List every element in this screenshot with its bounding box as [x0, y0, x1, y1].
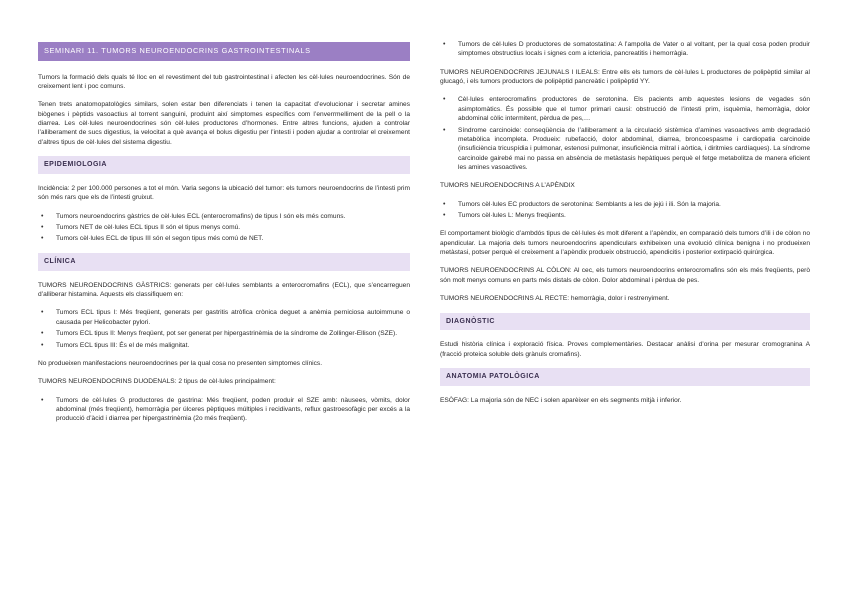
gastrics-intro: TUMORS NEUROENDOCRINS GÀSTRICS: generats per cèl·lules semblants a enterocromafins (ECL), que s’encarreguen d’alliberar histamina. Aquests els classifiquem en: — [38, 281, 410, 299]
intro-paragraph: Tenen trets anatomopatològics similars, solen estar ben diferenciats i tenen la capacitat d’evolucionar i secretar amines biògenes i pèptids vasoactius al torrent sanguini, produint així simptomes específics com l’enverrmelliment de la pell o la diarrea. Les cèl·lules neuroendocrines són cèl·lules productores d’hormones. Entre altres funcions, ajuden a controlar l’alliberament de sucs digestius, la velocitat a què avança el bolus digestiu per l’intesti i poden ajudar a controlar el creixement d’altres tipus de cèl·lules del sistema digestiu. — [38, 101, 410, 146]
duodenals-list-continued — [440, 40, 810, 59]
list-item: • Tumors NET de cèl·lules ECL tipus II són el tipus menys comú. — [38, 223, 410, 232]
list-item: • Tumors ECL tipus III: És el de més malignitat. — [38, 341, 410, 350]
list-item: • Cèl·lules enterocromafins productores de serotonina. Els pacients amb aquestes lesions de vegades són asimptomàtics. És possible que el tumor primari causi: obstrucció de l’intesti prim, isquèmia, hemorràgia, dolor abdominal còlic intermitent, pèrdua de pes,… — [440, 95, 810, 123]
intro-paragraph: Tumors la formació dels quals té lloc en el revestiment del tub gastrointestinal i afecten les cèl·lules neuroendocrines. Són de creixement lent i poc comuns. — [38, 73, 410, 90]
list-item: • Tumors cèl·lules L: Menys freqüents. — [440, 211, 810, 220]
list-item: • Tumors cèl·lules ECL de tipus III són el segon tipus més comú de NET. — [38, 234, 410, 243]
apendix-intro: TUMORS NEUROENDOCRINS A L’APÈNDIX — [440, 182, 575, 190]
diagnostic-text: Estudi història clínica i exploració física. Proves complementàries. Destacar anàlisi d’orina per mesurar cromogranina A (fracció proteica soluble dels grànuls cromafins). — [440, 341, 810, 358]
document-title: SEMINARI 11. TUMORS NEUROENDOCRINS GASTROINTESTINALS — [38, 42, 410, 61]
gastrics-list — [38, 308, 410, 349]
epidemiologia-list — [38, 212, 410, 244]
list-item: • Tumors ECL tipus I: Més freqüent, generats per gastritis atròfica crònica deguet a anèmia perniciosa autoimmune o causada per Helicobacter pylori. — [38, 308, 410, 327]
jejunals-list — [440, 95, 810, 172]
section-heading-anatomia: ANATOMIA PATOLÒGICA — [440, 368, 810, 386]
anatomia-text: ESÒFAG: La majoria són de NEC i solen aparèixer en els segments mitjà i inferior. — [440, 397, 682, 405]
list-item: • Tumors de cèl·lules D productores de somatostatina: A l’ampolla de Vater o al voltant, per la qual cosa poden produir simptomes obstructius locals i signes com a ictericia, pancreatitis i hemorràgia. — [440, 40, 810, 59]
epidemiologia-text: Incidència: 2 per 100.000 persones a tot el món. Varia segons la ubicació del tumor: els tumors neuroendocrins de l’intesti prim són més rars que els de l’intesti gruixut. — [38, 184, 410, 202]
section-heading-epidemiologia: EPIDEMIOLOGIA — [38, 156, 410, 174]
list-item: • Tumors neuroendocrins gàstrics de cèl·lules ECL (enterocromafins) de tipus I són els més comuns. — [38, 212, 410, 221]
list-item: • Tumors cèl·lules EC productors de serotonina: Semblants a les de jejú i ili. Són la majoria. — [440, 200, 810, 209]
duodenals-intro: TUMORS NEUROENDOCRINS DUODENALS: 2 tipus de cèl·lules principalment: — [38, 378, 276, 386]
list-item: • Tumors de cèl·lules G productores de gastrina: Més freqüent, poden produir el SZE amb: nàusees, vòmits, dolor abdominal (més freqüent), hemorràgia per úlceres pèptiques múltiples i recidivants, reflux gastroesofàgic per excés a la producció d’àcid i diarrea per hipergastrinèmia (2o més freqüent). — [38, 396, 410, 424]
right-column — [440, 40, 810, 415]
section-heading-diagnostic: DIAGNÒSTIC — [440, 313, 810, 331]
left-column — [38, 42, 410, 433]
colon-text: TUMORS NEUROENDOCRINS AL CÒLON: Al cec, els tumors neuroendocrins enterocromafins són els més freqüents, però són molt menys comuns en parts més distals de còlon. Dolor abdominal i pèrdua de pes. — [440, 267, 810, 284]
list-item: • Síndrome carcinoide: conseqüència de l’alliberament a la circulació sistèmica d’amines vasoactives amb degradació metabòlica incompleta. Produeix: rubefacció, dolor abdominal, diarrea, broncoespasme i cardiopatia carcinoide (insuficiència tricuspídia i pulmonar, estenosi pulmonar, insuficiència mitral i aòrtica, i diritmies cardíaques). La síndrome carcinoide gairebé mai no passa en absència de metàstasis hepàtiques perquè el fetge metabolitza de manera eficient les amines vasoactives. — [440, 126, 810, 173]
no-manifest-text: No produeixen manifestacions neuroendocrines per la qual cosa no presenten simptomes clínics. — [38, 359, 323, 367]
recte-text: TUMORS NEUROENDOCRINS AL RECTE: hemorràgia, dolor i restrenyiment. — [440, 295, 670, 303]
section-heading-clinica: CLÍNICA — [38, 253, 410, 271]
duodenals-list — [38, 396, 410, 424]
apendix-text: El comportament biològic d’ambdós tipus de cèl·lules és molt diferent a l’apèndix, en comparació dels tumors d’ili i de còlon no apendicular. La majoria dels tumors neuroendocrins apendiculars exhibeixen una evolució clínica benigna i no produeixen metàstasi, potser perquè el creixement a l’apèndix produeix obstrucció, apendicitis i posterior extirpació quirúrgica. — [440, 230, 810, 257]
jejunals-intro: TUMORS NEUROENDOCRINS JEJUNALS I ILEALS: Entre ells els tumors de cèl·lules L productores de polipèptid similar al glucagó, i els tumors productors de polipèptid pancreàtic i polipèptid YY. — [440, 68, 810, 86]
apendix-list — [440, 200, 810, 221]
list-item: • Tumors ECL tipus II: Menys freqüent, pot ser generat per hipergastrinèmia de la síndrome de Zollinger-Ellison (SZE). — [38, 329, 410, 338]
